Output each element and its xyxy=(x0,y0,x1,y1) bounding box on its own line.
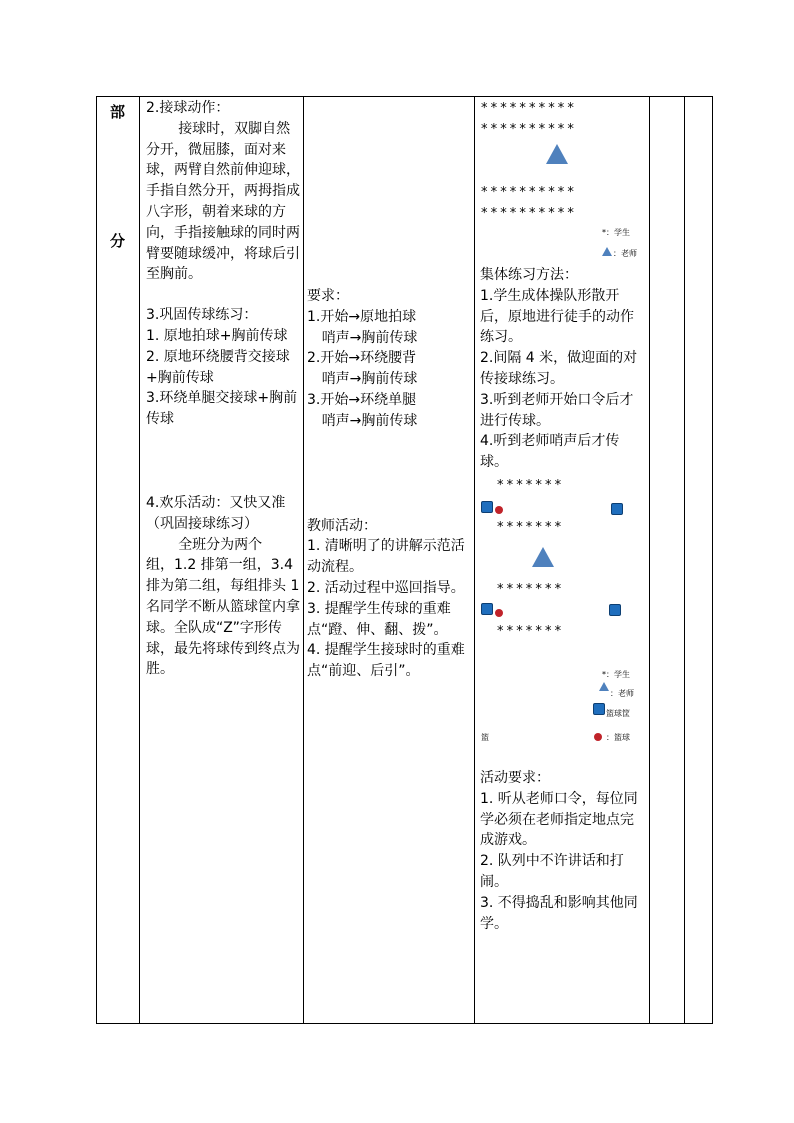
method-4: 4.听到老师哨声后才传球。 xyxy=(480,433,620,471)
ball-legend-icon xyxy=(594,733,602,741)
game-body-2: 组，1.2 排第一组，3.4 排为第二组，每组排头 1 名同学不断从篮球筐内拿球。全队成“Z”字形传球，最先将球传到终点为胜。 xyxy=(146,557,300,678)
basket-legend-icon xyxy=(593,703,605,715)
column-divider xyxy=(649,97,650,1023)
method-1: 1.学生成体操队形散开后，原地进行徒手的动作练习。 xyxy=(480,287,634,346)
content-cell xyxy=(146,97,300,680)
basket-icon xyxy=(481,501,493,513)
method-title: 集体练习方法： xyxy=(480,267,578,283)
pass-practice-item-1: 1. 原地拍球+胸前传球 xyxy=(146,327,288,344)
teacher-activity-title: 教师活动： xyxy=(307,517,377,534)
student-row: ********** xyxy=(481,101,577,116)
activity-req-title: 活动要求： xyxy=(480,770,550,786)
student-row: ********** xyxy=(481,122,577,137)
teacher-triangle-icon xyxy=(532,547,554,567)
teacher-cell xyxy=(307,286,470,682)
lesson-plan-table xyxy=(96,96,713,1024)
method-3: 3.听到老师开始口令后才进行传球。 xyxy=(480,391,634,429)
student-row: ******* xyxy=(497,582,565,597)
legend-teacher: ：老师 xyxy=(613,249,637,258)
teacher-req-3b: 哨声→胸前传球 xyxy=(321,412,418,429)
legend-teacher: ：老师 xyxy=(610,689,634,698)
activity-req-1: 1. 听从老师口令，每位同学必须在老师指定地点完成游戏。 xyxy=(480,790,638,849)
legend-basket-tail: 篮 xyxy=(481,733,489,742)
teacher-activity-4: 4. 提醒学生接球时的重难点“前迎、后引”。 xyxy=(307,642,465,680)
teacher-activity-2: 2. 活动过程中巡回指导。 xyxy=(307,579,465,596)
teacher-activity-1: 1. 清晰明了的讲解示范活动流程。 xyxy=(307,538,465,576)
activity-req-2: 2. 队列中不许讲话和打闹。 xyxy=(480,853,624,890)
student-row: ********** xyxy=(481,206,577,221)
game-body-1: 全班分为两个 xyxy=(178,536,263,553)
practice-method-cell xyxy=(480,265,645,473)
activity-req-cell xyxy=(480,768,645,934)
teacher-req-2a: 2.开始→环绕腰背 xyxy=(307,350,417,367)
column-divider xyxy=(139,97,140,1023)
teacher-req-1a: 1.开始→原地拍球 xyxy=(307,308,417,325)
teacher-req-2b: 哨声→胸前传球 xyxy=(321,371,418,388)
basket-icon xyxy=(481,603,493,615)
legend-student: *：学生 xyxy=(602,228,630,237)
pass-practice-item-3: 3.环绕单腿交接球+胸前传球 xyxy=(146,390,298,428)
teacher-triangle-icon xyxy=(546,144,568,164)
teacher-req-3a: 3.开始→环绕单腿 xyxy=(307,391,417,408)
pass-practice-title: 3.巩固传球练习： xyxy=(146,307,258,324)
column-divider xyxy=(684,97,685,1023)
teacher-activity-3: 3. 提醒学生传球的重难点“蹬、伸、翻、拨”。 xyxy=(307,600,451,638)
student-row: ******* xyxy=(497,624,565,639)
ball-icon xyxy=(495,506,503,514)
student-row: ******* xyxy=(497,478,565,493)
column-divider xyxy=(303,97,304,1023)
section-label-1: 部 xyxy=(110,103,126,121)
teacher-req-1b: 哨声→胸前传球 xyxy=(321,329,418,346)
student-row: ********** xyxy=(481,185,577,200)
basket-icon xyxy=(609,604,621,616)
student-row: ******* xyxy=(497,520,565,535)
game-title: 4.欢乐活动：又快又准（巩固接球练习） xyxy=(146,494,286,532)
column-divider xyxy=(474,97,475,1023)
catch-body: 接球时，双脚自然分开，微屈膝，面对来球，两臂自然前伸迎球，手指自然分开，两拇指成八字形，朝着来球的方向，手指接触球的同时两臂要随球缓冲，将球后引至胸前。 xyxy=(146,120,300,283)
legend-basket: 篮球筐 xyxy=(606,709,630,718)
teacher-legend-icon xyxy=(599,682,609,691)
teacher-req-title: 要求： xyxy=(307,288,349,304)
method-2: 2.间隔 4 米，做迎面的对传接球练习。 xyxy=(480,350,638,387)
activity-req-3: 3. 不得捣乱和影响其他同学。 xyxy=(480,894,638,932)
section-label-2: 分 xyxy=(110,232,126,250)
basket-icon xyxy=(611,503,623,515)
pass-practice-item-2: 2. 原地环绕腰背交接球+胸前传球 xyxy=(146,348,290,386)
legend-ball: ：篮球 xyxy=(606,733,630,742)
ball-icon xyxy=(495,609,503,617)
catch-title: 2.接球动作： xyxy=(146,100,230,116)
legend-student: *：学生 xyxy=(602,670,630,679)
teacher-legend-icon xyxy=(602,247,612,256)
